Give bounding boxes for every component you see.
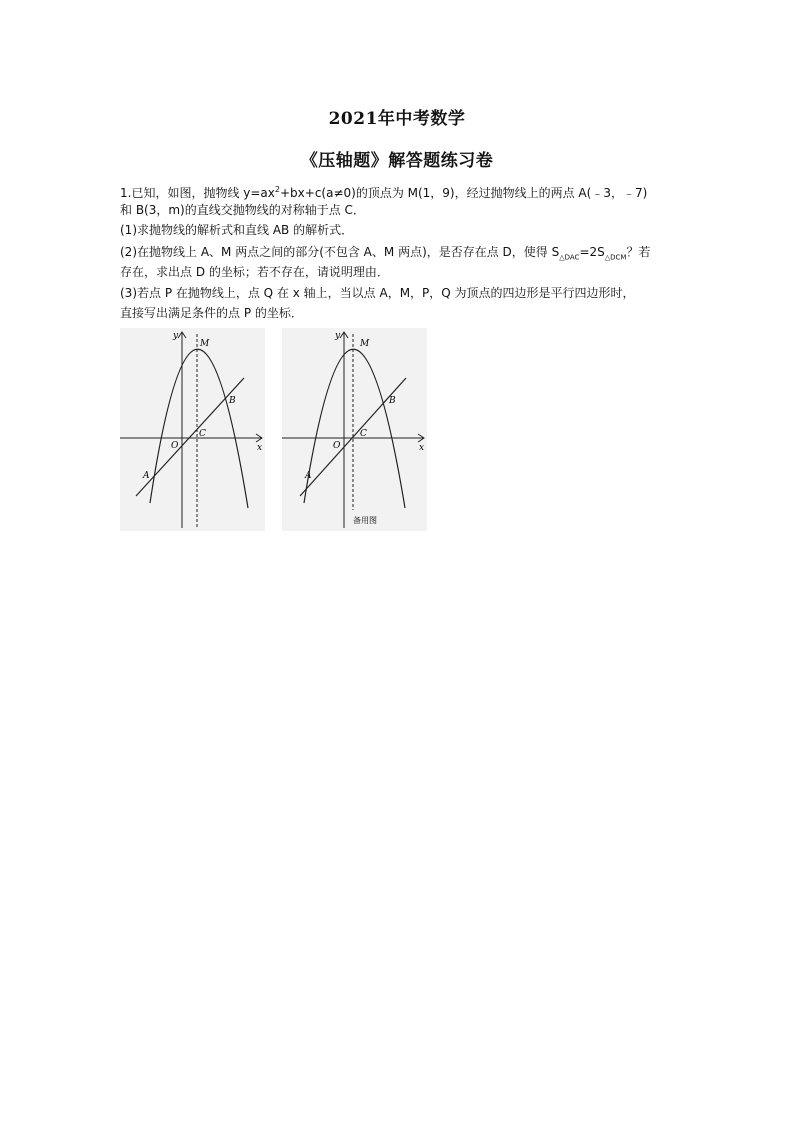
figure-main (120, 328, 265, 531)
label-x: x (257, 443, 263, 453)
figure-caption: 备用图 (353, 516, 377, 525)
label-o: O (333, 441, 341, 451)
label-c: C (199, 429, 206, 439)
label-y: y (335, 331, 341, 341)
parabola-figure-spare (282, 328, 427, 531)
title-line2: 《压轴题》解答题练习卷 (300, 151, 494, 171)
part2-prefix: (2)在抛物线上 A、M 两点之间的部分(不包含 A、M 两点)，是否存在点 D，使得 S (120, 245, 560, 259)
label-m: M (360, 339, 370, 349)
problem-part3-line1: (3)若点 P 在抛物线上，点 Q 在 x 轴上，当以点 A，M，P，Q 为顶点的四边形是平行四边形时， (120, 286, 635, 300)
problem-part2-line2: 存在，求出点 D 的坐标；若不存在，请说明理由． (120, 265, 389, 279)
label-a: A (143, 471, 150, 481)
label-y: y (173, 331, 179, 341)
problem-line1-prefix: 1.已知，如图，抛物线 y=ax (120, 186, 275, 200)
label-x: x (419, 443, 425, 453)
label-a: A (305, 471, 312, 481)
problem-part3-line2: 直接写出满足条件的点 P 的坐标． (120, 306, 303, 320)
part2-suffix: ？若 (626, 245, 651, 259)
problem-line2: 和 B(3，m)的直线交抛物线的对称轴于点 C． (120, 203, 365, 217)
subscript-dcm: △DCM (604, 253, 627, 262)
problem-line1-suffix: +bx+c(a≠0)的顶点为 M(1，9)，经过抛物线上的两点 A(﹣3，﹣7) (279, 186, 648, 200)
parabola-curve (304, 349, 405, 508)
label-b: B (389, 396, 396, 406)
parabola-figure-main (120, 328, 265, 531)
figure-spare (282, 328, 427, 531)
label-c: C (360, 429, 367, 439)
label-b: B (229, 396, 236, 406)
part2-mid: =2S (579, 245, 605, 259)
exponent: 2 (274, 185, 280, 194)
label-o: O (171, 441, 179, 451)
label-m: M (200, 339, 210, 349)
subscript-dac: △DAC (559, 253, 580, 262)
title-line1: 2021年中考数学 (328, 109, 466, 129)
problem-part1: (1)求抛物线的解析式和直线 AB 的解析式． (120, 223, 354, 237)
line-ab (136, 378, 244, 496)
